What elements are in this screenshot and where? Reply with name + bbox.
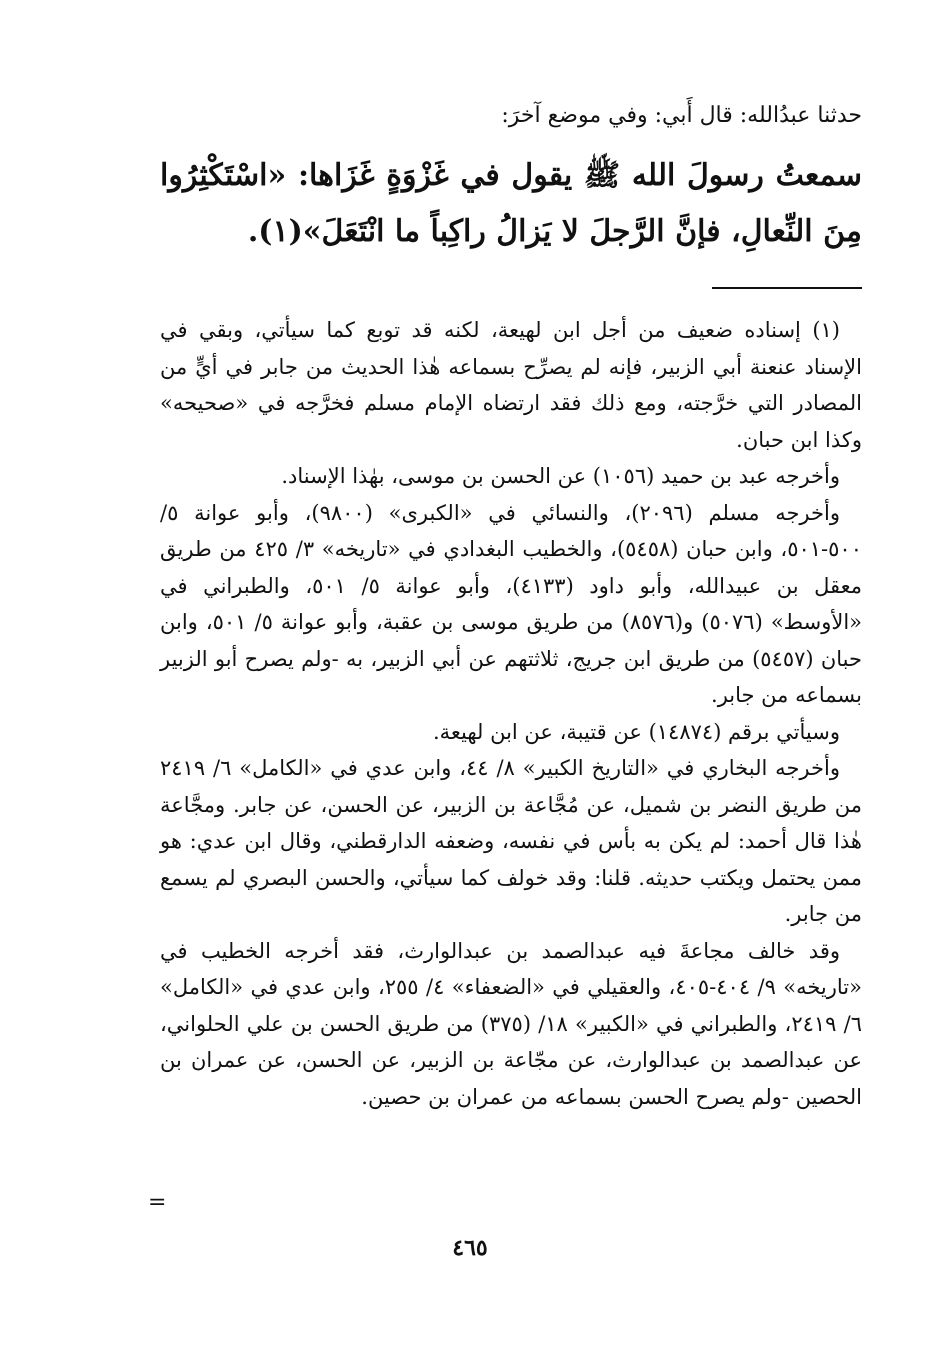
footnote-paragraph — [160, 933, 862, 1116]
footnote-text: وأخرجه عبد بن حميد (١٠٥٦) عن الحسن بن موسى، بهٰذا الإسناد. — [281, 464, 840, 488]
footnote-text: وقد خالف مجاعةَ فيه عبدالصمد بن عبدالوارث، فقد أخرجه الخطيب في «تاريخه» ٩/ ٤٠٤-٤٠٥، والعقيلي في «الضعفاء» ٤/ ٢٥٥، وابن عدي في «الكامل» ٦/ ٢٤١٩، والطبراني في «الكبير» ١٨/ (٣٧٥) من طريق الحسن بن علي الحلواني، عن عبدالصمد بن عبدالوارث، عن مجّاعة بن الزبير، عن الحسن، عن عمران بن الحصين -ولم يصرح الحسن بسماعه من عمران بن حصين. — [160, 938, 862, 1109]
narration-heading: حدثنا عبدُالله: قال أَبي: وفي موضع آخرَ: — [501, 103, 862, 128]
footnote-text: وأخرجه مسلم (٢٠٩٦)، والنسائي في «الكبرى» (٩٨٠٠)، وأبو عوانة ٥/ ٥٠٠-٥٠١، وابن حبان (٥٤٥٨)، والخطيب البغدادي في «تاريخه» ٣/ ٤٢٥ من طريق معقل بن عبيدالله، وأبو داود (٤١٣٣)، وأبو عوانة ٥/ ٥٠١، والطبراني في «الأوسط» (٥٠٧٦) و(٨٥٧٦) من طريق موسى بن عقبة، وأبو عوانة ٥/ ٥٠١، وابن حبان (٥٤٥٧) من طريق ابن جريج، ثلاثتهم عن أبي الزبير، به -ولم يصرح أبو الزبير بسماعه من جابر. — [160, 500, 862, 707]
footnote-text: (١) إسناده ضعيف من أجل ابن لهيعة، لكنه قد توبع كما سيأتي، وبقي في الإسناد عنعنة أبي الزبير، فإنه لم يصرِّح بسماعه هٰذا الحديث من جابر في أيٍّ من المصادر التي خرَّجته، ومع ذلك فقد ارتضاه الإمام مسلم فخرَّجه في «صحيحه» وكذا ابن حبان. — [160, 318, 862, 452]
continuation-mark: = — [148, 1190, 167, 1215]
footnote-text: وأخرجه البخاري في «التاريخ الكبير» ٨/ ٤٤، وابن عدي في «الكامل» ٦/ ٢٤١٩ من طريق النضر بن شميل، عن مُجَّاعة بن الزبير، عن الحسن، عن جابر. ومجَّاعة هٰذا قال أحمد: لم يكن به بأس في نفسه، وضعفه الدارقطني، وقال ابن عدي: هو ممن يحتمل ويكتب حديثه. قلنا: وقد خولف كما سيأتي، والحسن البصري لم يسمع من جابر. — [160, 756, 862, 926]
hadith-text: سمعتُ رسولَ الله ﷺ يقول في غَزْوَةٍ غَزَاها: «اسْتَكْثِرُوا مِنَ النِّعالِ، فإنَّ الرَّجلَ لا يَزالُ راكِباً ما انْتَعَلَ»(١). — [160, 158, 862, 249]
page-number: ٤٦٥ — [452, 1235, 488, 1261]
footnote-paragraph — [160, 312, 862, 458]
footnote-paragraph — [160, 750, 862, 933]
footnote-separator — [712, 287, 862, 289]
footnote-paragraph — [160, 495, 862, 714]
footnote-text: وسيأتي برقم (١٤٨٧٤) عن قتيبة، عن ابن لهيعة. — [432, 719, 840, 744]
footnotes-section — [160, 312, 862, 1115]
footnote-paragraph — [160, 714, 862, 751]
footnote-paragraph — [160, 458, 862, 495]
